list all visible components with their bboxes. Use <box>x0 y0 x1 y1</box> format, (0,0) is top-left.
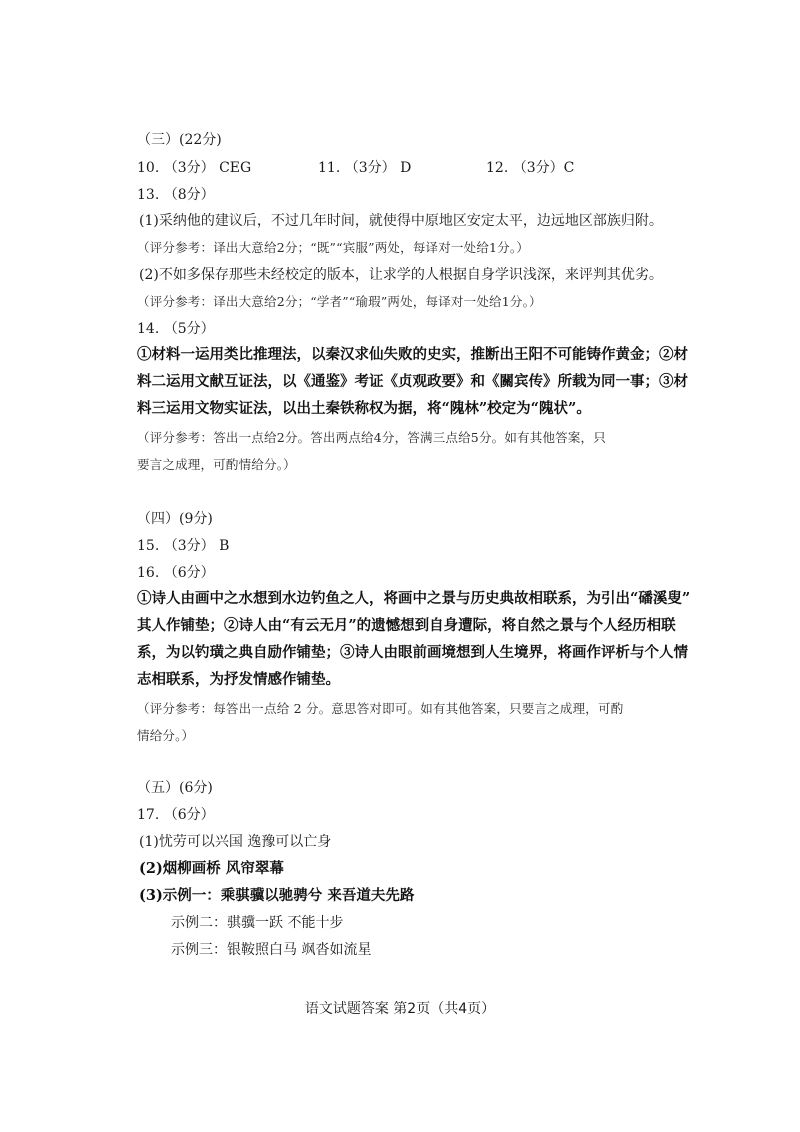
grading-note-q14-line-1: （评分参考：答出一点给2分。答出两点给4分，答满三点给5分。如有其他答案，只 <box>137 430 606 445</box>
answer-q17-part3-example3: 示例三：银鞍照白马 飒沓如流星 <box>171 942 372 958</box>
answer-q16-line-2: 其人作铺垫；②诗人由“有云无月”的遗憾想到自身遭际，将自然之景与个人经历相联 <box>137 617 676 634</box>
grading-note-q16-line-2: 情给分。） <box>137 728 195 743</box>
answer-q13-heading: 13. （8分） <box>137 187 215 203</box>
answer-q17-part2: (2)烟柳画桥 风帘翠幕 <box>139 860 284 877</box>
answer-q16-line-3: 系，为以钓璜之典自励作铺垫；③诗人由眼前画境想到人生境界，将画作评析与个人情 <box>137 644 688 661</box>
answer-q14-line-2: 料二运用文献互证法，以《通鉴》考证《贞观政要》和《關宾传》所载为同一事；③材 <box>137 373 688 390</box>
answer-q14-heading: 14. （5分） <box>137 321 215 337</box>
answer-q16-line-4: 志相联系，为抒发情感作铺垫。 <box>137 671 340 688</box>
answer-q16-line-1: ①诗人由画中之水想到水边钓鱼之人，将画中之景与历史典故相联系，为引出“磻溪叟” <box>137 590 691 607</box>
answer-q17-part3-example1: (3)示例一：乘骐骥以驰骋兮 来吾道夫先路 <box>139 887 415 904</box>
answer-q17-part3-example2: 示例二：骐骥一跃 不能十步 <box>171 915 344 931</box>
grading-note-q13-part1: （评分参考：译出大意给2分；“既”“宾服”两处，每译对一处给1分。） <box>137 240 530 255</box>
answer-q15: 15. （3分） B <box>137 538 230 554</box>
answer-q17-part1: (1)忧劳可以兴国 逸豫可以亡身 <box>139 834 332 850</box>
answer-q10: 10. （3分） CEG <box>137 160 252 176</box>
answer-q17-heading: 17. （6分） <box>137 807 215 823</box>
answer-q13-part2: (2)不如多保存那些未经校定的版本，让求学的人根据自身学识浅深，来评判其优劣。 <box>139 267 663 283</box>
answer-q12: 12. （3分）C <box>486 160 575 176</box>
answer-q13-part1: (1)采纳他的建议后，不过几年时间，就使得中原地区安定太平，边远地区部族归附。 <box>139 213 663 229</box>
answer-q11: 11. （3分） D <box>318 160 412 176</box>
answer-q14-line-3: 料三运用文物实证法，以出土秦铁称权为据，将“隗林”校定为“隗状”。 <box>137 400 591 417</box>
grading-note-q14-line-2: 要言之成理，可酌情给分。） <box>137 457 296 472</box>
grading-note-q13-part2: （评分参考：译出大意给2分；“学者”“瑜瑕”两处，每译对一处给1分。） <box>137 294 542 309</box>
section-5-heading: （五）(6分) <box>137 780 213 796</box>
page-footer: 语文试题答案 第2页（共4页） <box>304 1001 496 1017</box>
section-4-heading: （四）(9分) <box>137 511 213 527</box>
section-3-heading: （三）(22分) <box>137 132 222 148</box>
answer-q16-heading: 16. （6分） <box>137 565 215 581</box>
answer-q14-line-1: ①材料一运用类比推理法，以秦汉求仙失败的史实，推断出王阳不可能铸作黄金；②材 <box>137 346 688 363</box>
grading-note-q16-line-1: （评分参考：每答出一点给 2 分。意思答对即可。如有其他答案，只要言之成理，可酌 <box>137 701 624 716</box>
